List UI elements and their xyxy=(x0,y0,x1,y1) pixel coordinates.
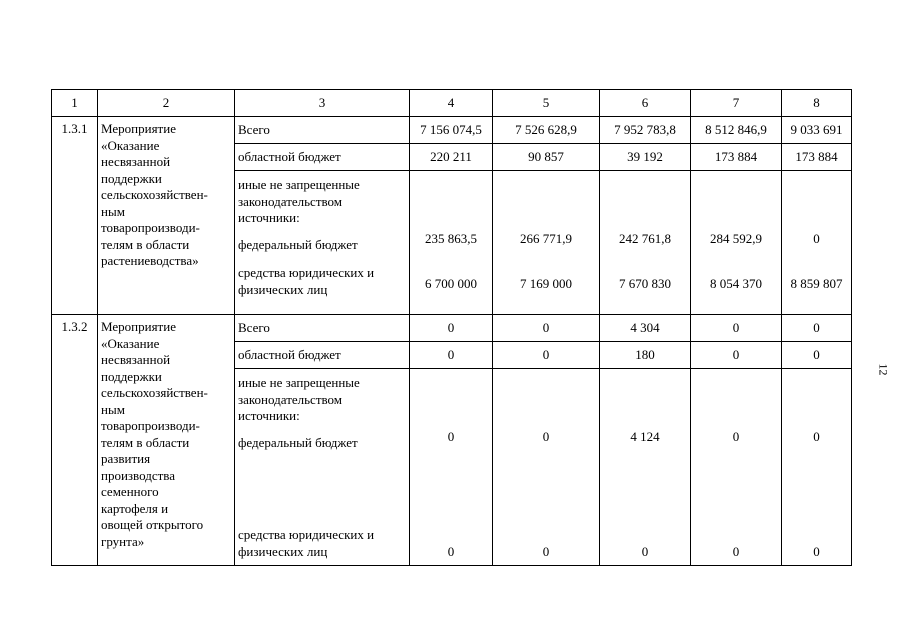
page-number: 12 xyxy=(876,363,891,376)
value-cell: 7 156 074,5 xyxy=(410,117,493,144)
value-cell: 0 0 xyxy=(782,369,852,566)
other-sources-label: иные не запрещенные законодательством источники: федеральный бюджет средства юридических и физических лиц xyxy=(235,369,410,566)
value-cell: 90 857 xyxy=(493,144,600,171)
federal-label: федеральный бюджет xyxy=(238,236,358,252)
row-label: областной бюджет xyxy=(235,144,410,171)
item-number: 1.3.1 xyxy=(52,117,98,315)
header-cell: 4 xyxy=(410,90,493,117)
header-cell: 3 xyxy=(235,90,410,117)
total-row xyxy=(52,315,852,342)
federal-label: федеральный бюджет xyxy=(238,434,358,450)
value-cell: 0 xyxy=(493,342,600,369)
value-cell: 173 884 xyxy=(691,144,782,171)
value-cell: 0 xyxy=(782,315,852,342)
value-cell: 0 xyxy=(782,342,852,369)
item-title: Мероприятие «Оказание несвязанной поддержки сельскохозяйствен- ным товаропроизводи- телям в области развития производства семенного картофеля и овощей открытого грунта» xyxy=(98,315,235,566)
value-cell: 0 8 859 807 xyxy=(782,171,852,315)
private-label: средства юридических и xyxy=(238,527,375,542)
other-sources-label: иные не запрещенные законодательством источники: федеральный бюджет средства юридических и физических лиц xyxy=(235,171,410,315)
value-cell: 0 xyxy=(410,315,493,342)
header-cell: 8 xyxy=(782,90,852,117)
value-cell: 284 592,9 8 054 370 xyxy=(691,171,782,315)
value-cell: 4 304 xyxy=(600,315,691,342)
value-cell: 0 0 xyxy=(410,369,493,566)
item-title: Мероприятие «Оказание несвязанной поддержки сельскохозяйствен- ным товаропроизводи- телям в области растениеводства» xyxy=(98,117,235,315)
header-cell: 7 xyxy=(691,90,782,117)
value-cell: 4 124 0 xyxy=(600,369,691,566)
row-label: Всего xyxy=(235,315,410,342)
header-cell: 1 xyxy=(52,90,98,117)
value-cell: 39 192 xyxy=(600,144,691,171)
value-cell: 180 xyxy=(600,342,691,369)
value-cell: 7 526 628,9 xyxy=(493,117,600,144)
total-row xyxy=(52,117,852,144)
value-cell: 8 512 846,9 xyxy=(691,117,782,144)
value-cell: 242 761,8 7 670 830 xyxy=(600,171,691,315)
private-label: средства юридических и xyxy=(238,265,375,280)
value-cell: 0 xyxy=(691,342,782,369)
row-label: Всего xyxy=(235,117,410,144)
item-number: 1.3.2 xyxy=(52,315,98,566)
row-label: областной бюджет xyxy=(235,342,410,369)
value-cell: 173 884 xyxy=(782,144,852,171)
value-cell: 0 xyxy=(493,315,600,342)
value-cell: 235 863,5 6 700 000 xyxy=(410,171,493,315)
budget-table xyxy=(51,89,852,566)
value-cell: 0 0 xyxy=(691,369,782,566)
value-cell: 0 xyxy=(691,315,782,342)
value-cell: 0 0 xyxy=(493,369,600,566)
header-cell: 2 xyxy=(98,90,235,117)
value-cell: 0 xyxy=(410,342,493,369)
header-row xyxy=(52,90,852,117)
header-cell: 6 xyxy=(600,90,691,117)
value-cell: 266 771,9 7 169 000 xyxy=(493,171,600,315)
header-cell: 5 xyxy=(493,90,600,117)
value-cell: 7 952 783,8 xyxy=(600,117,691,144)
value-cell: 220 211 xyxy=(410,144,493,171)
value-cell: 9 033 691 xyxy=(782,117,852,144)
